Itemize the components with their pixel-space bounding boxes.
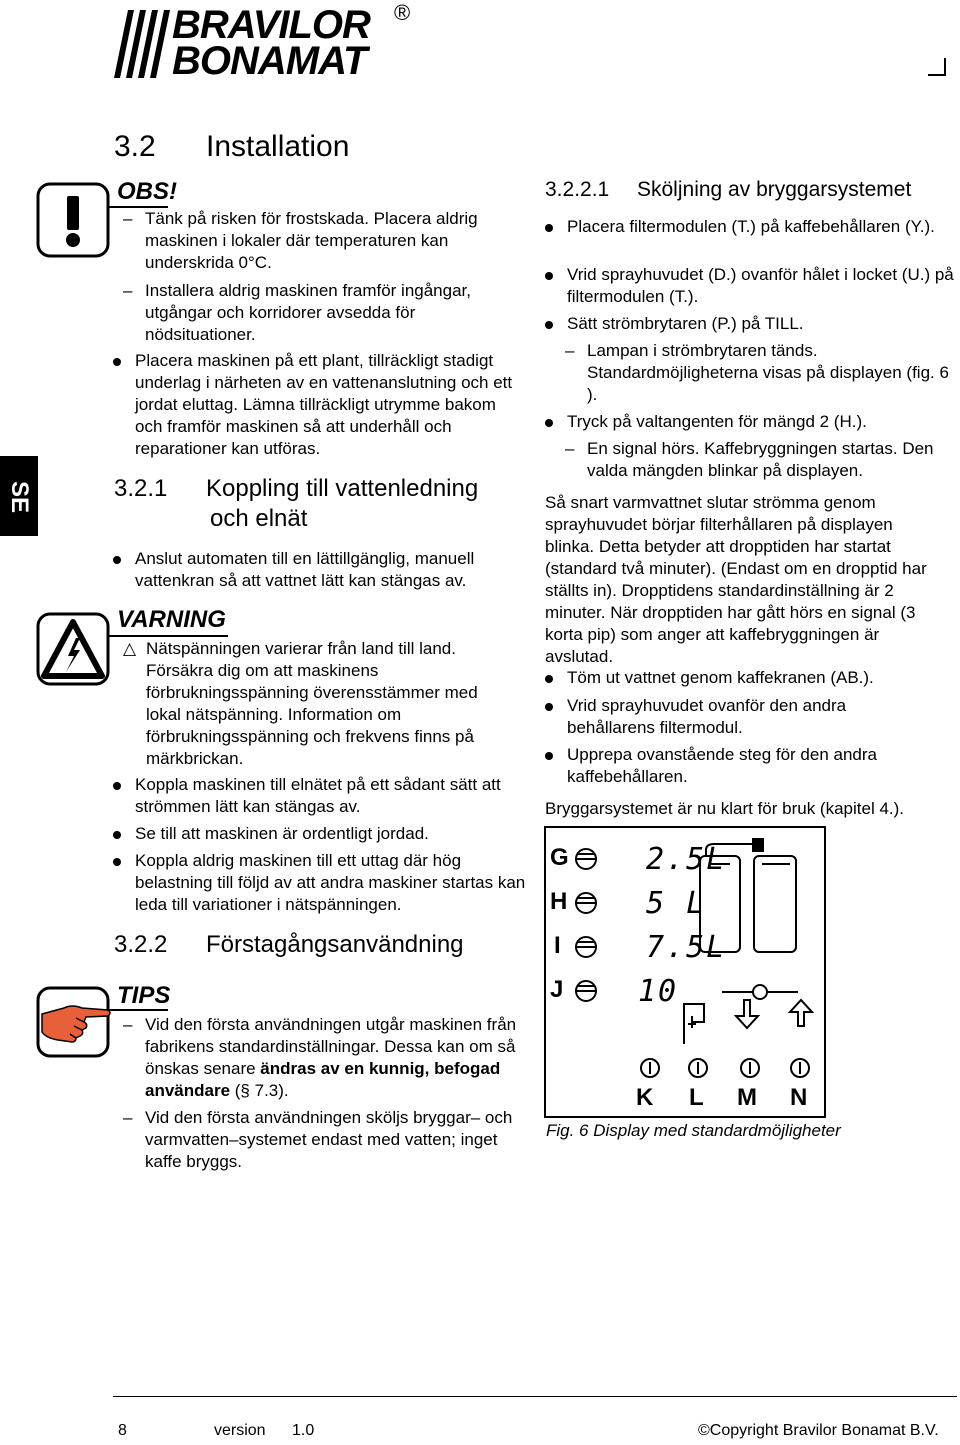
tips-item-1 xyxy=(115,1014,535,1102)
button-label-n: N xyxy=(790,1084,808,1111)
row-label-j: J xyxy=(550,976,564,1003)
intro-bullet-text: Placera maskinen på ett plant, tillräckligt stadigt underlag i närheten av en vattenanslutning och ett jordat eluttag. Lämna tillräckligt utrymme bakom och framför maskinen så att underhåll och reparationer kan utföras. xyxy=(135,351,513,458)
subsection-321-heading xyxy=(114,474,534,534)
row-label-h: H xyxy=(550,888,568,915)
logo-line1: BRAVILOR xyxy=(172,3,370,47)
brand-logo xyxy=(112,2,432,82)
crop-mark xyxy=(944,58,946,76)
tips-item-1-bold: ändras av en kunnig, befogad användare xyxy=(145,1059,501,1100)
logo-line2: BONAMAT xyxy=(172,39,367,83)
button-label-k: K xyxy=(636,1084,654,1111)
obs-label: OBS! xyxy=(117,178,177,205)
bullet-icon xyxy=(545,272,553,280)
rinse-paragraph: Så snart varmvattnet slutar strömma genom sprayhuvudet börjar filterhållaren på displayen blinka. Detta betyder att dropptiden har startat (standard två minuter). (Endast om en dropptid har ställts in). Dropptidens standardinställning är 2 minuter. När dropptiden har gått hörs en signal (3 korta pip) som anger att kaffebryggningen är avslutad. xyxy=(545,493,927,666)
subsection-322-number: 3.2.2 xyxy=(114,931,168,958)
row-label-g: G xyxy=(550,844,569,871)
rinse-bullet-5 xyxy=(545,667,957,689)
bullet-icon xyxy=(545,321,553,329)
rinse-bullet-2-text: Vrid sprayhuvudet (D.) ovanför hålet i locket (U.) på filtermodulen (T.). xyxy=(567,265,954,306)
subsection-3221-number: 3.2.2.1 xyxy=(545,178,610,201)
subsection-3221-heading xyxy=(545,178,911,202)
subsection-322-heading xyxy=(114,930,464,960)
warning-bullet-3-text: Koppla aldrig maskinen till ett uttag där hög belastning till följd av att andra maskiner startas kan leda till variationer i nätspänningen. xyxy=(135,851,526,914)
triangle-icon: △ xyxy=(123,639,137,658)
rinse-bullet-6-text: Vrid sprayhuvudet ovanför den andra behållarens filtermodul. xyxy=(567,696,847,737)
row-label-i: I xyxy=(554,932,561,959)
bullet-icon xyxy=(545,675,553,683)
warning-label: VARNING xyxy=(117,606,226,633)
rinse-bullet-3-dash: – Lampan i strömbrytaren tänds. Standardmöjligheterna visas på displayen (fig. 6 ). xyxy=(557,340,957,406)
subsection-322-title: Förstagångsanvändning xyxy=(206,931,464,958)
section-heading xyxy=(114,130,349,164)
subsection-321-number: 3.2.1 xyxy=(114,475,168,502)
water-bullet-text: Anslut automaten till en lättillgänglig, manuell vattenkran så att vattnet lätt kan stängas av. xyxy=(135,549,475,590)
rinse-bullet-7-text: Upprepa ovanstående steg för den andra kaffebehållaren. xyxy=(567,745,878,786)
copyright: ©Copyright Bravilor Bonamat B.V. xyxy=(698,1422,939,1439)
warning-bullet-2 xyxy=(113,823,535,845)
warning-icon xyxy=(36,612,110,686)
bullet-icon xyxy=(113,858,121,866)
tips-item-1-text: Vid den första användningen utgår maskinen från fabrikens standardinställningar. Dessa kan om så önskas senare xyxy=(145,1015,517,1078)
display-figure xyxy=(544,826,826,1118)
lcd-value-4: 10 xyxy=(638,974,679,1009)
tips-item-2: – Vid den första användningen sköljs bryggar– och varmvatten–systemet endast med vatten; inget kaffe bryggs. xyxy=(115,1107,535,1173)
rinse-bullet-3-text: Sätt strömbrytaren (P.) på TILL. xyxy=(567,314,804,333)
warning-bullet-3 xyxy=(113,850,535,916)
rinse-bullet-4 xyxy=(545,411,957,433)
warning-underline xyxy=(108,635,228,637)
subsection-3221-title: Sköljning av bryggarsystemet xyxy=(637,178,912,201)
warning-text: Nätspänningen varierar från land till land. Försäkra dig om att maskinens förbrukningsspänning överensstämmer med lokal nätspänning. Information om förbrukningsspänning och frekvens finns på märkbrickan. xyxy=(146,639,478,768)
bullet-icon xyxy=(545,419,553,427)
tips-item-1-end: (§ 7.3). xyxy=(230,1081,289,1100)
version-number: 1.0 xyxy=(292,1422,315,1439)
button-label-m: M xyxy=(737,1084,757,1111)
bullet-icon xyxy=(545,703,553,711)
section-title: Installation xyxy=(206,130,350,163)
page-number: 8 xyxy=(118,1422,127,1439)
obs-icon xyxy=(36,182,110,258)
lcd-value-3: 7.5L xyxy=(646,930,727,965)
rinse-bullet-5-text: Töm ut vattnet genom kaffekranen (AB.). xyxy=(567,668,874,687)
water-bullet xyxy=(113,548,535,592)
rinse-final: Bryggarsystemet är nu klart för bruk (kapitel 4.). xyxy=(545,799,905,818)
rinse-bullet-1-text: Placera filtermodulen (T.) på kaffebehållaren (Y.). xyxy=(567,217,935,236)
intro-bullet xyxy=(113,350,527,460)
bullet-icon xyxy=(113,782,121,790)
pointing-hand-icon xyxy=(36,986,112,1058)
footer-divider xyxy=(113,1396,957,1397)
obs-item-2: – Installera aldrig maskinen framför ingångar, utgångar och korridorer avsedda för nödsituationer. xyxy=(115,280,530,346)
rinse-bullet-1 xyxy=(545,216,957,238)
subsection-321-title2: och elnät xyxy=(210,505,308,532)
subsection-321-title: Koppling till vattenledning xyxy=(206,475,479,502)
rinse-bullet-6 xyxy=(545,695,907,739)
bullet-icon xyxy=(113,831,121,839)
lcd-value-1: 2.5L xyxy=(646,842,727,877)
bullet-icon xyxy=(545,224,553,232)
lcd-value-2: 5 L xyxy=(646,886,707,921)
version-label: version xyxy=(214,1422,266,1439)
warning-bullet-1-text: Koppla maskinen till elnätet på ett sådant sätt att strömmen lätt kan stängas av. xyxy=(135,775,501,816)
language-tab-label: SE xyxy=(6,481,33,514)
bullet-icon xyxy=(113,358,121,366)
button-label-l: L xyxy=(689,1084,704,1111)
rinse-bullet-7 xyxy=(545,744,957,788)
language-tab xyxy=(0,456,38,536)
section-number: 3.2 xyxy=(114,130,156,163)
obs-item-1: – Tänk på risken för frostskada. Placera aldrig maskinen i lokaler där temperaturen kan underskrida 0°C. xyxy=(115,208,530,274)
tips-label: TIPS xyxy=(117,982,171,1009)
rinse-bullet-4-dash: – En signal hörs. Kaffebryggningen startas. Den valda mängden blinkar på displayen. xyxy=(557,438,957,482)
rinse-bullet-2 xyxy=(545,264,960,308)
bullet-icon xyxy=(113,556,121,564)
warning-bullet-2-text: Se till att maskinen är ordentligt jordad. xyxy=(135,824,429,843)
rinse-bullet-3 xyxy=(545,313,957,335)
rinse-bullet-4-text: Tryck på valtangenten för mängd 2 (H.). xyxy=(567,412,867,431)
registered-mark: ® xyxy=(394,0,411,25)
figure-caption: Fig. 6 Display med standardmöjligheter xyxy=(546,1121,841,1140)
bullet-icon xyxy=(545,752,553,760)
warning-bullet-1 xyxy=(113,774,535,818)
